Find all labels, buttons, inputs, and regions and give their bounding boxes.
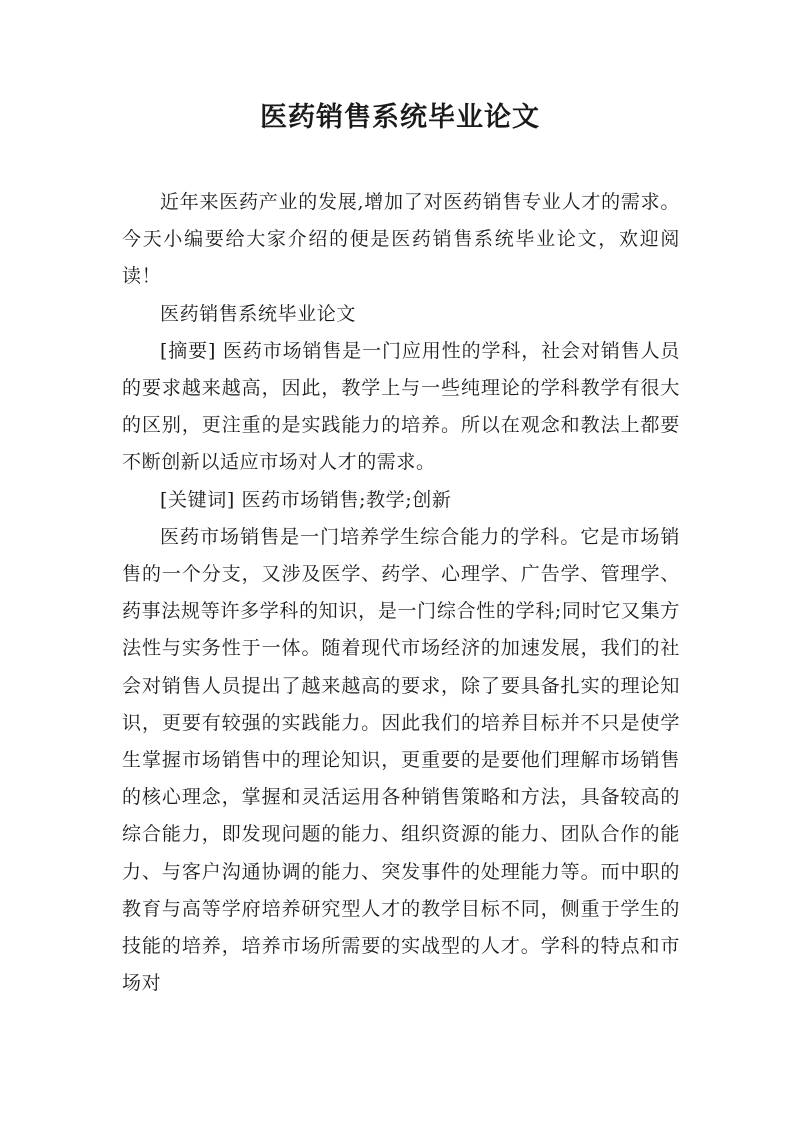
document-title: 医药销售系统毕业论文 [260, 102, 540, 133]
subtitle-paragraph: 医药销售系统毕业论文 [160, 302, 357, 325]
body-paragraph: 医药市场销售是一门培养学生综合能力的学科。它是市场销售的一个分支，又涉及医学、药学、心理学、广告学、管理学、药事法规等许多学科的知识，是一门综合性的学科;同时它又集方法性与实务性于一体。随着现代市场经济的加速发展，我们的社会对销售人员提出了越来越高的要求，除了要具备扎实的理论知识，更要有较强的实践能力。因此我们的培养目标并不只是使学生掌握市场销售中的理论知识，更重要的是要他们理解市场销售的核心理念，掌握和灵活运用各种销售策略和方法，具备较高的综合能力，即发现问题的能力、组织资源的能力、团队合作的能力、与客户沟通协调的能力、突发事件的处理能力等。而中职的教育与高等学府培养研究型人才的教学目标不同，侧重于学生的技能的培养，培养市场所需要的实战型的人才。学科的特点和市场对 [122, 525, 680, 995]
keywords-paragraph: [关键词] 医药市场销售;教学;创新 [160, 488, 452, 511]
abstract-paragraph: [摘要] 医药市场销售是一门应用性的学科，社会对销售人员的要求越来越高，因此，教学上与一些纯理论的学科教学有很大的区别，更注重的是实践能力的培养。所以在观念和教法上都要不断创新以适应市场对人才的需求。 [122, 339, 680, 474]
intro-paragraph: 近年来医药产业的发展,增加了对医药销售专业人才的需求。今天小编要给大家介绍的便是医药销售系统毕业论文，欢迎阅读！ [122, 191, 680, 288]
document-body [122, 184, 680, 1002]
